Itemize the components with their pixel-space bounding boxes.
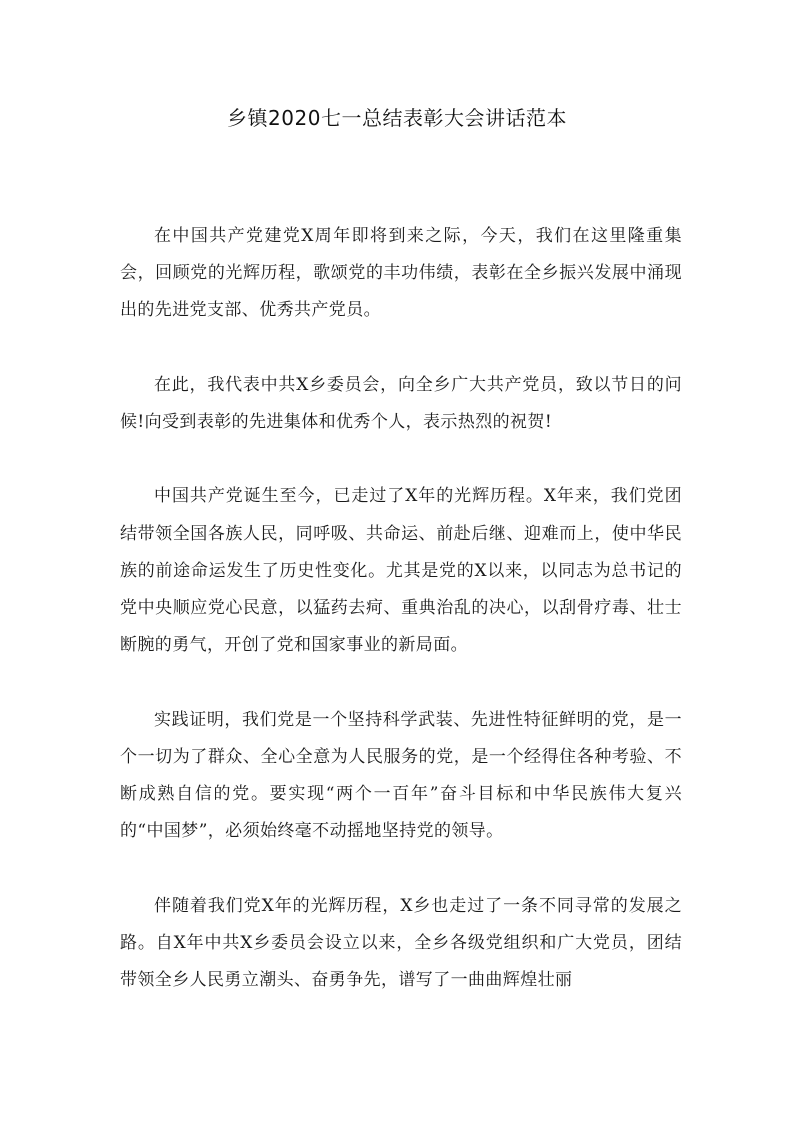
document-body: [120, 218, 682, 1036]
paragraph-greetings: 在此，我代表中共X乡委员会，向全乡广大共产党员，致以节日的问候!向受到表彰的先进集体和优秀个人，表示热烈的祝贺!: [120, 374, 682, 432]
paragraph-history: 中国共产党诞生至今，已走过了X年的光辉历程。X年来，我们党团结带领全国各族人民，同呼吸、共命运、前赴后继、迎难而上，使中华民族的前途命运发生了历史性变化。尤其是党的X以来，以同志为总书记的党中央顺应党心民意，以猛药去疴、重典治乱的决心，以刮骨疗毒、壮士断腕的勇气，开创了党和国家事业的新局面。: [120, 486, 682, 656]
paragraph-township: 伴随着我们党X年的光辉历程，X乡也走过了一条不同寻常的发展之路。自X年中共X乡委员会设立以来，全乡各级党组织和广大党员，团结带领全乡人民勇立潮头、奋勇争先，谱写了一曲曲辉煌壮丽: [120, 895, 682, 990]
document-title: 乡镇2020七一总结表彰大会讲话范本: [227, 106, 567, 130]
paragraph-intro: 在中国共产党建党X周年即将到来之际，今天，我们在这里隆重集会，回顾党的光辉历程，歌颂党的丰功伟绩，表彰在全乡振兴发展中涌现出的先进党支部、优秀共产党员。: [120, 226, 682, 321]
paragraph-practice: 实践证明，我们党是一个坚持科学武装、先进性特征鲜明的党，是一个一切为了群众、全心全意为人民服务的党，是一个经得住各种考验、不断成熟自信的党。要实现“两个一百年”奋斗目标和中华民族伟大复兴的“中国梦”，必须始终毫不动摇地坚持党的领导。: [120, 709, 682, 842]
